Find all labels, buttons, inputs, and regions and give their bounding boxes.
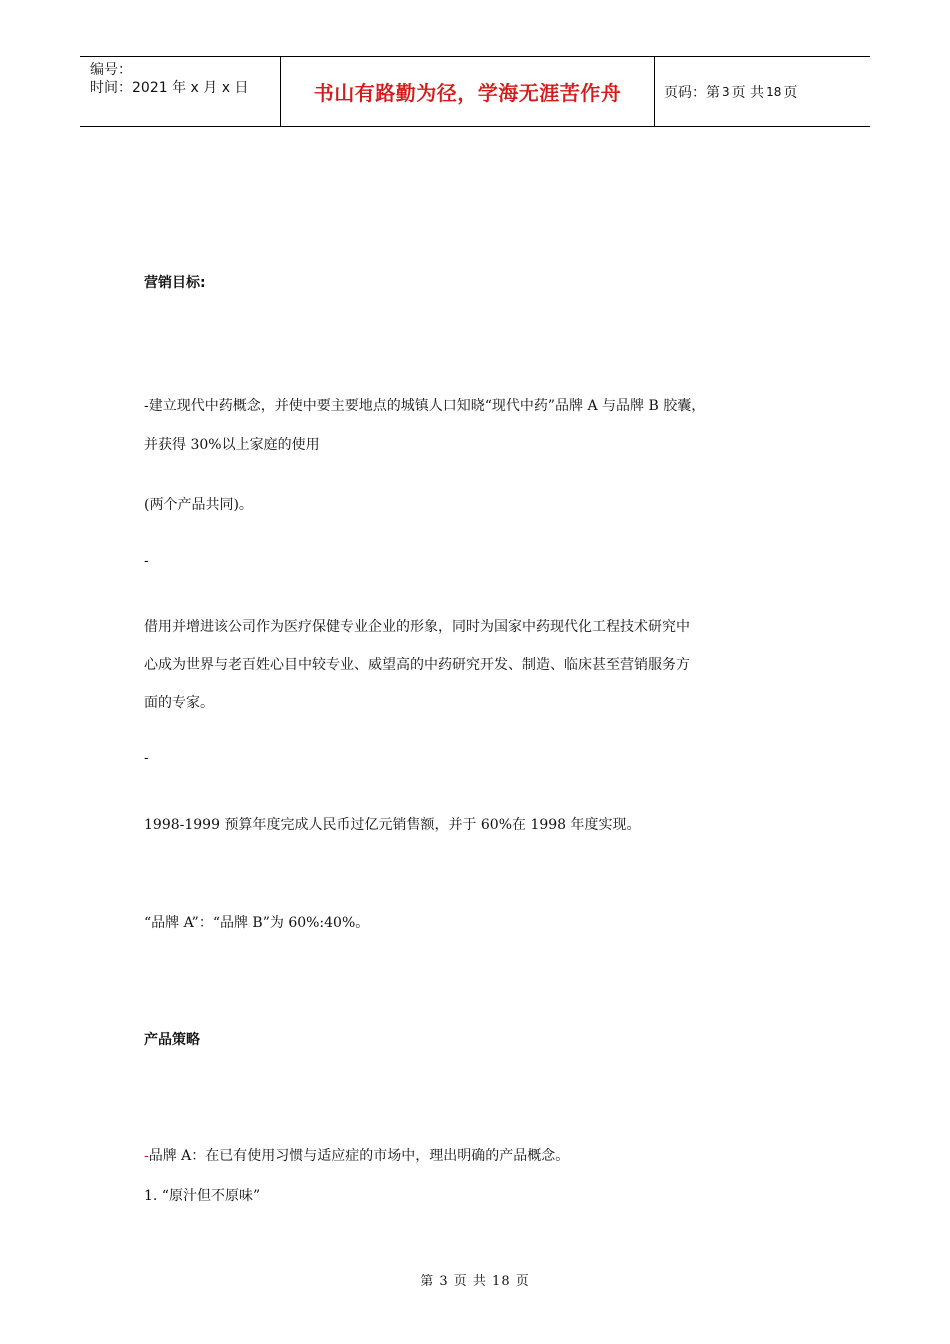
page-total: 18 [766, 84, 782, 99]
goal2-line1: 借用并增进该公司作为医疗保健专业企业的形象，同时为国家中药现代化工程技术研究中 [144, 619, 690, 635]
serial-label: 编号： [90, 62, 132, 78]
heading-marketing-goals: 营销目标: [144, 275, 206, 291]
page-footer: 第 3 页 共 18 页 [420, 1274, 530, 1289]
goal3-line2: “品牌 A”：“品牌 B”为 60%:40%。 [144, 915, 370, 931]
goal2-line3: 面的专家。 [144, 695, 214, 711]
goal3-line1: 1998-1999 预算年度完成人民币过亿元销售额，并于 60%在 1998 年度实现。 [144, 817, 641, 833]
header-motto-cell [281, 57, 655, 126]
goal1-line1: -建立现代中药概念，并使中要主要地点的城镇人口知晓“现代中药”品牌 A 与品牌 B 胶囊， [144, 398, 706, 414]
dash-separator-1: - [144, 553, 149, 569]
date-label: 时间：2021 年 x 月 x 日 [90, 80, 249, 96]
goal1-line3: (两个产品共同)。 [144, 497, 253, 513]
page-header [80, 56, 870, 127]
page-mid: 页 共 [731, 84, 765, 101]
brand-a-dash: - [144, 1148, 149, 1164]
header-page-cell [655, 57, 870, 126]
goal1-line2: 并获得 30%以上家庭的使用 [144, 437, 320, 453]
goal2-line2: 心成为世界与老百姓心目中较专业、威望高的中药研究开发、制造、临床甚至营销服务方 [144, 657, 690, 673]
page-current: 3 [722, 84, 730, 99]
brand-a-text: 品牌 A：在已有使用习惯与适应症的市场中，理出明确的产品概念。 [148, 1148, 570, 1164]
list-item-1: 1. “原汁但不原味” [144, 1188, 261, 1204]
brand-a-line [144, 1145, 569, 1165]
page-suffix: 页 [783, 84, 798, 101]
dash-separator-2: - [144, 750, 149, 766]
heading-product-strategy: 产品策略 [144, 1032, 200, 1048]
page-prefix: 页码：第 [664, 84, 720, 101]
header-meta-cell [80, 57, 281, 126]
motto-text: 书山有路勤为径，学海无涯苦作舟 [313, 81, 622, 105]
